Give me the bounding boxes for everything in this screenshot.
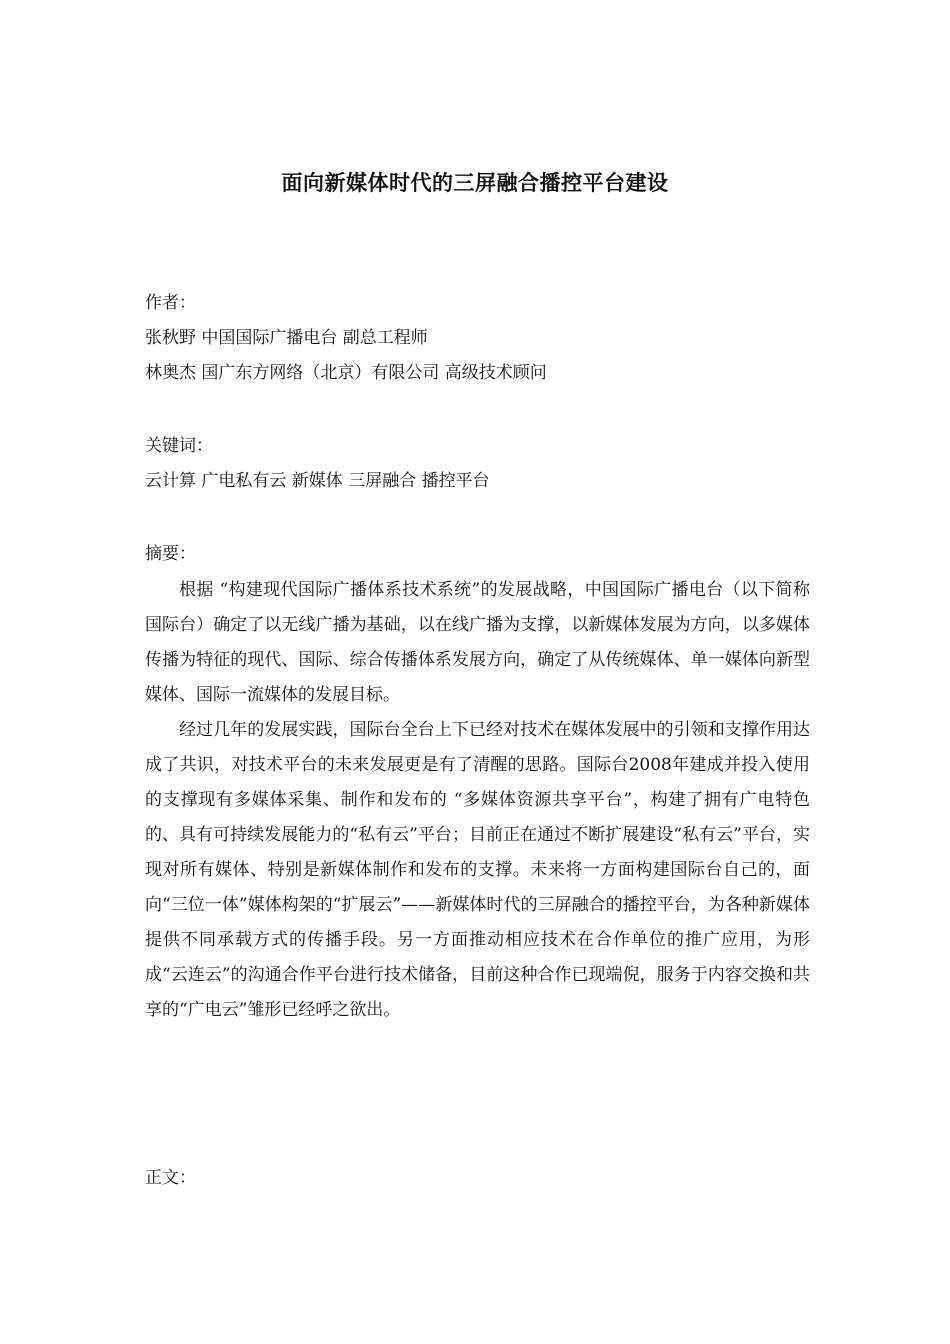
body-label: 正文： [145,1168,196,1188]
keywords-text: 云计算 广电私有云 新媒体 三屏融合 播控平台 [145,471,490,491]
keywords-label: 关键词： [145,436,213,456]
author-entry: 林奥杰 国广东方网络（北京）有限公司 高级技术顾问 [145,363,547,383]
authors-label: 作者： [145,293,196,313]
abstract-paragraph: 根据 “构建现代国际广播体系技术系统”的发展战略，中国国际广播电台（以下简称国际台）确定了以无线广播为基础，以在线广播为支撑，以新媒体发展为方向，以多媒体传播为特征的现代、国际、综合传播体系发展方向，确定了从传统媒体、单一媒体向新型媒体、国际一流媒体的发展目标。 [145,580,810,705]
abstract-section [145,573,810,1028]
abstract-paragraph: 经过几年的发展实践，国际台全台上下已经对技术在媒体发展中的引领和支撑作用达成了共识，对技术平台的未来发展更是有了清醒的思路。国际台2008年建成并投入使用的支撑现有多媒体采集、制作和发布的 “多媒体资源共享平台”，构建了拥有广电特色的、具有可持续发展能力的“私有云”平台；目前正在通过不断扩展建设“私有云”平台，实现对所有媒体、特别是新媒体制作和发布的支撑。未来将一方面构建国际台自己的，面向“三位一体”媒体构架的“扩展云”——新媒体时代的三屏融合的播控平台，为各种新媒体提供不同承载方式的传播手段。另一方面推动相应技术在合作单位的推广应用，为形成“云连云”的沟通合作平台进行技术储备，目前这种合作已现端倪，服务于内容交换和共享的“广电云”雏形已经呼之欲出。 [145,720,810,1020]
author-entry: 张秋野 中国国际广播电台 副总工程师 [145,328,428,348]
document-title: 面向新媒体时代的三屏融合播控平台建设 [281,170,669,195]
authors-section [145,286,810,391]
keywords-section [145,429,810,499]
abstract-label: 摘要： [145,544,196,564]
